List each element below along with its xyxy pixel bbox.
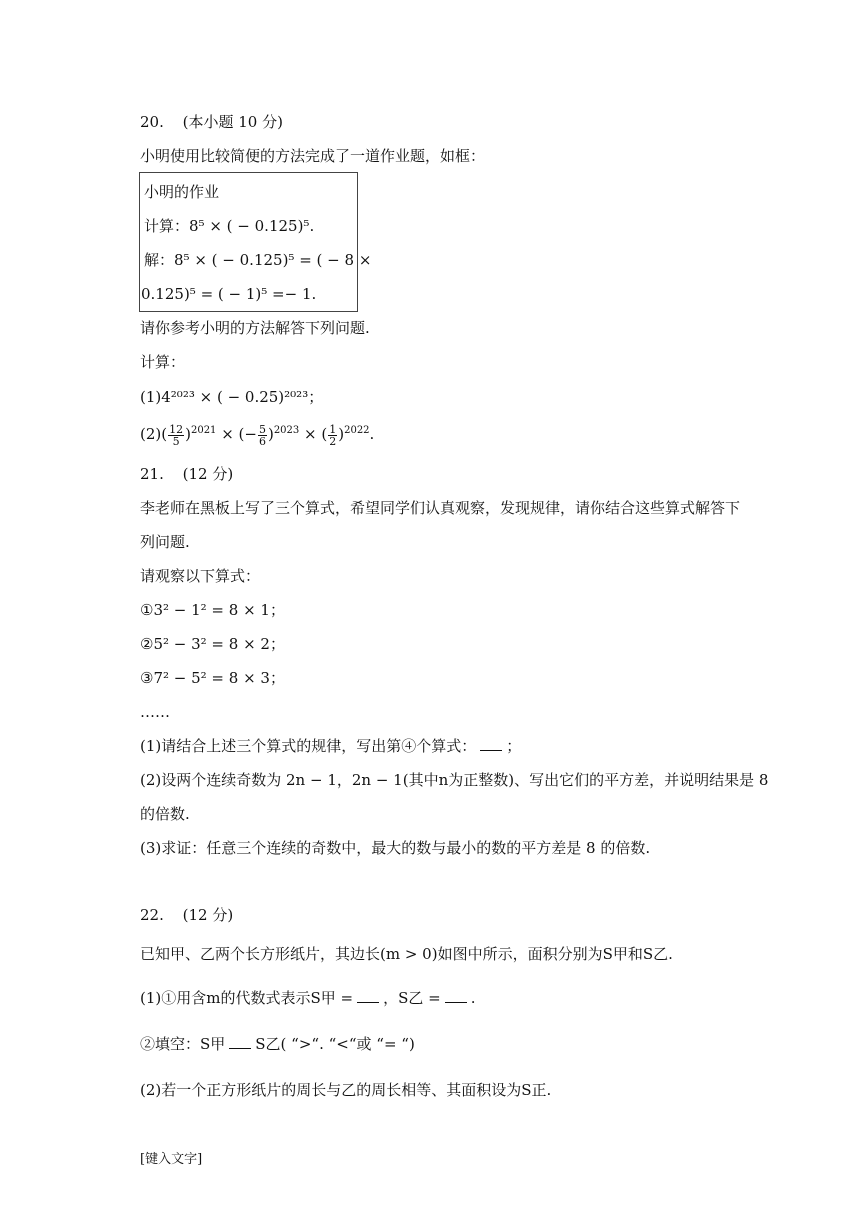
fraction-1-2 — [328, 424, 337, 447]
q21-equation-2: ②5² − 3² = 8 × 2； — [140, 635, 285, 653]
q20-points: (本小题 10 分) — [182, 113, 283, 131]
homework-box — [139, 172, 372, 312]
sub-1-end: . — [470, 989, 476, 1007]
operator: × ( — [299, 425, 328, 443]
q22-sub-3: (2)若一个正方形纸片的周长与乙的周长相等、其面积设为S正. — [140, 1081, 552, 1099]
q21-intro-1: 李老师在黑板上写了三个算式，希望同学们认真观察，发现规律，请你结合这些算式解答下 — [140, 499, 741, 517]
operator: × (− — [216, 425, 257, 443]
frac-num: 1 — [329, 422, 337, 436]
sub-1-text-a: (1)①用含m的代数式表示S甲 = — [140, 989, 354, 1007]
period: . — [369, 425, 375, 443]
q20-intro: 小明使用比较简便的方法完成了一道作业题，如框： — [140, 147, 486, 165]
homework-sol-expr-1: 8⁵ × ( − 0.125)⁵ = ( − 8 × — [174, 251, 372, 269]
q21-sub-3: (3)求证：任意三个连续的奇数中，最大的数与最小的数的平方差是 8 的倍数. — [140, 839, 651, 857]
answer-blank-s-yi[interactable] — [445, 988, 467, 1003]
homework-title: 小明的作业 — [144, 183, 220, 201]
homework-calc-expr: 8⁵ × ( − 0.125)⁵. — [189, 217, 315, 235]
q22-intro: 已知甲、乙两个长方形纸片，其边长(m > 0)如图中所示，面积分别为S甲和S乙. — [140, 945, 673, 963]
q21-intro-2: 列问题. — [140, 533, 190, 551]
q21-ellipsis: …… — [140, 703, 170, 721]
sub-1-end: ； — [506, 737, 522, 755]
sub-2-text-a: ②填空：S甲 — [140, 1035, 226, 1053]
q21-number: 21. — [140, 465, 164, 483]
q20-number: 20. — [140, 113, 164, 131]
q21-equation-3: ③7² − 5² = 8 × 3； — [140, 669, 285, 687]
q22-number: 22. — [140, 906, 164, 924]
sub-1-text-b: ，S乙 = — [383, 989, 441, 1007]
answer-blank-s-jia[interactable] — [357, 988, 379, 1003]
q21-header — [140, 464, 233, 484]
q21-sub-2-line-1: (2)设两个连续奇数为 2n − 1，2n − 1(其中n为正整数)、写出它们的平方差，并说明结果是 8 — [140, 771, 769, 789]
frac-num: 12 — [169, 422, 184, 436]
q21-observe: 请观察以下算式： — [140, 567, 261, 585]
homework-solution-2: 0.125)⁵ = ( − 1)⁵ =− 1. — [141, 285, 317, 303]
q22-sub-2 — [140, 1034, 415, 1054]
answer-blank[interactable] — [480, 736, 502, 751]
frac-num: 5 — [258, 422, 266, 436]
q21-sub-2-line-2: 的倍数. — [140, 805, 190, 823]
homework-calc-label: 计算： — [144, 217, 190, 235]
exponent: 2023 — [273, 425, 300, 436]
q20-calc-label: 计算： — [140, 353, 186, 371]
fraction-5-6 — [258, 424, 267, 447]
exponent: 2022 — [344, 425, 370, 436]
sub-1-text: (1)请结合上述三个算式的规律，写出第④个算式： — [140, 737, 477, 755]
sub-2-text-b: S乙( “>“. “<“或 “= “) — [255, 1035, 415, 1053]
q20-part-1: (1)4²⁰²³ × ( − 0.25)²⁰²³； — [140, 388, 324, 406]
exponent: 2021 — [190, 425, 217, 436]
frac-den: 2 — [329, 434, 337, 448]
part-2-prefix: (2) — [140, 425, 162, 443]
q21-sub-1 — [140, 736, 521, 756]
q20-part-2: (2)( $\frac{12}{5}$ )$^{2021}$ × (− $\frac{5}{6}$ )$^{2023}$ × ( $\frac{1}{2}$ )$^{2022}$. — [140, 422, 375, 448]
q22-points: (12 分) — [182, 906, 234, 924]
homework-calc — [144, 216, 314, 236]
q21-equation-1: ①3² − 1² = 8 × 1； — [140, 601, 285, 619]
q20-prompt: 请你参考小明的方法解答下列问题. — [140, 319, 370, 337]
homework-sol-label: 解： — [144, 251, 175, 269]
homework-solution-1 — [144, 250, 371, 270]
q21-points: (12 分) — [182, 465, 234, 483]
frac-den: 5 — [172, 434, 180, 448]
q20-header — [140, 112, 283, 132]
answer-blank-compare[interactable] — [229, 1034, 251, 1049]
q22-header — [140, 905, 233, 925]
frac-den: 6 — [258, 434, 266, 448]
q22-sub-1 — [140, 988, 476, 1008]
page-footer: [键入文字] — [140, 1152, 203, 1167]
fraction-12-5 — [168, 424, 184, 447]
